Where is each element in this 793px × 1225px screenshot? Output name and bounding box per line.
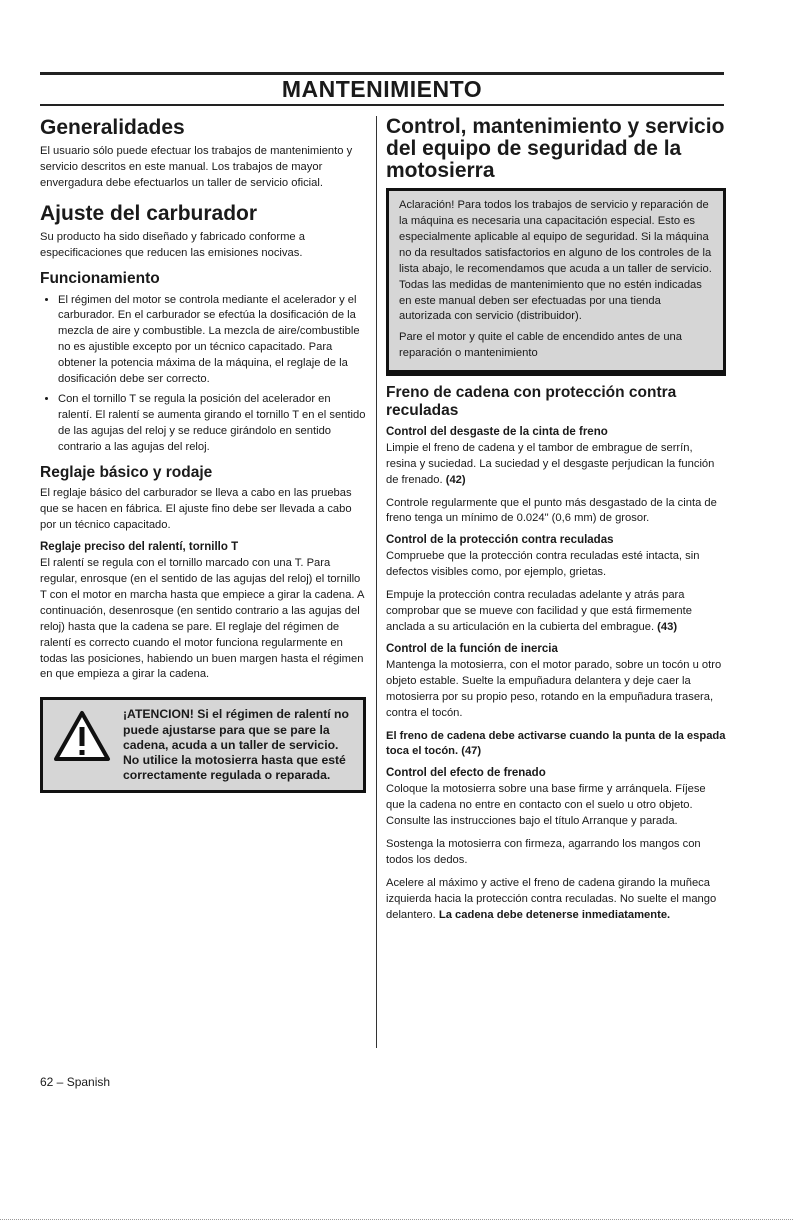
section-title-control: Control, mantenimiento y servicio del equipo de seguridad de la motosierra bbox=[386, 115, 725, 183]
page-footer: 62 – Spanish bbox=[40, 1075, 111, 1089]
inercia-title: Control de la función de inercia bbox=[386, 642, 558, 655]
efecto-text-1: Coloque la motosierra sobre una base firme y arránquela. Fíjese que la cadena no entre en contacto con el suelo u otro objeto. Consulte las instrucciones bajo el título Arranque y parada. bbox=[386, 783, 706, 828]
reglaje-text: El reglaje básico del carburador se lleva a cabo en las pruebas que se hacen en fábrica. El ajuste fino debe ser llevada a cabo por un técnico capacitado. bbox=[40, 487, 352, 532]
carburador-text: Su producto ha sido diseñado y fabricado conforme a especificaciones que reducen las emisiones nocivas. bbox=[40, 230, 305, 259]
inercia-text-1: Mantenga la motosierra, con el motor parado, sobre un tocón u otro objeto estable. Suelte la empuñadura delantera y deje caer la motosierra por su propio peso, rotando en la empuñadura trasera, contra el tocón. bbox=[386, 658, 722, 719]
right-column bbox=[386, 116, 726, 931]
list-item: • El régimen del motor se controla mediante el acelerador y el carburador. En el carburador se efectúa la dosificación de la mezcla de aire y combustible. La mezcla de aire/combustible no es ajustible excepto por un técnico capacitado. Para obtener la potencia máxima de la máquina, el reglaje de la dosificación debe ser correcto. bbox=[58, 293, 366, 388]
figure-ref: (43) bbox=[657, 620, 678, 633]
inercia-text-2: El freno de cadena debe activarse cuando la punta de la espada toca el tocón. (47) bbox=[386, 729, 726, 758]
column-divider bbox=[376, 116, 377, 1048]
header-top-rule bbox=[40, 72, 724, 75]
bottom-edge bbox=[0, 1219, 793, 1221]
subsection-title-reglaje: Reglaje básico y rodaje bbox=[40, 463, 213, 481]
notice-box bbox=[386, 188, 726, 376]
subsection-title-funcionamiento: Funcionamiento bbox=[40, 269, 160, 287]
list-item: • Con el tornillo T se regula la posición del acelerador en ralentí. El ralentí se aumenta girando el tornillo T en el sentido de las agujas del reloj y se reduce girándolo en sentido contrario a las agujas del reloj. bbox=[58, 392, 366, 456]
subsection-title-freno: Freno de cadena con protección contra reculadas bbox=[386, 384, 677, 420]
warning-box bbox=[40, 697, 366, 793]
desgaste-text-1: Limpie el freno de cadena y el tambor de embrague de serrín, resina y suciedad. La suciedad y el desgaste perjudican la función de frenado. (42) bbox=[386, 441, 715, 486]
section-title-carburador: Ajuste del carburador bbox=[40, 201, 258, 225]
notice-stop-engine: Pare el motor y quite el cable de encendido antes de una reparación o mantenimiento bbox=[399, 331, 682, 360]
desgaste-text-2: Controle regularmente que el punto más desgastado de la cinta de freno tenga un mínimo de 0.024" (0,6 mm) de grosor. bbox=[386, 496, 717, 525]
generalidades-text: El usuario sólo puede efectuar los trabajos de mantenimiento y servicio descritos en este manual. Los trabajos de mayor envergadura debe efectuarlos un taller de servicio oficial. bbox=[40, 145, 353, 189]
efecto-text-2: Sostenga la motosierra con firmeza, agarrando los mangos con todos los dedos. bbox=[386, 838, 701, 866]
warning-text: ¡ATENCION! Si el régimen de ralentí no puede ajustarse para que se pare la cadena, acuda a un taller de servicio. No utilice la motosierra hasta que esté correctamente regulada o reparada. bbox=[123, 707, 349, 782]
reglaje-sub-text: El ralentí se regula con el tornillo marcado con una T. Para regular, enrosque (en el sentido de las agujas del reloj) el tornillo T con el motor en marcha hasta que empiece a girar la cadena. A continuación, desenrosque (en sentido contrario a las agujas del reloj) hasta que la cadena se pare. El reglaje del régimen de ralentí es correcto cuando el motor funciona regularmente en todas las posiciones, habiendo un buen margen hasta el régimen en que empieza a girar la cadena. bbox=[40, 557, 364, 681]
warning-triangle-icon bbox=[53, 710, 111, 767]
funcionamiento-list bbox=[40, 293, 366, 456]
figure-ref: (42) bbox=[445, 473, 466, 486]
proteccion-text-1: Compruebe que la protección contra reculadas esté intacta, sin defectos visibles como, por ejemplo, grietas. bbox=[386, 550, 700, 579]
header-bottom-rule bbox=[40, 104, 724, 106]
section-title-generalidades: Generalidades bbox=[40, 116, 185, 139]
efecto-title: Control del efecto de frenado bbox=[386, 767, 546, 780]
left-column bbox=[40, 116, 366, 793]
proteccion-title: Control de la protección contra reculadas bbox=[386, 534, 614, 547]
proteccion-text-2: Empuje la protección contra reculadas adelante y atrás para comprobar que se mueve con facilidad y que está firmemente anclada a su articulación en la cubierta del embrague. (43) bbox=[386, 589, 692, 633]
notice-text: Aclaración! Para todos los trabajos de servicio y reparación de la máquina es necesaria una capacitación especial. Esto es especialmente aplicable al equipo de seguridad. Si la máquina no da resultados satisfactorios en alguno de los controles de la lista abajo, le recomendamos que acuda a un taller de servicio. Todas las medidas de mantenimiento que no estén indicadas en este manual deben ser efectuadas por una tienda autorizada con servicio (distribuidor). bbox=[399, 199, 712, 323]
page-title: MANTENIMIENTO bbox=[281, 76, 483, 102]
efecto-text-3: Acelere al máximo y active el freno de cadena girando la muñeca izquierda hacia la protección contra reculadas. No suelte el mango delantero. La cadena debe detenerse inmediatamente. bbox=[386, 876, 717, 921]
efecto-bold-text: La cadena debe detenerse inmediatamente. bbox=[438, 908, 671, 921]
reglaje-sub-title: Reglaje preciso del ralentí, tornillo T bbox=[40, 541, 239, 554]
desgaste-title: Control del desgaste de la cinta de freno bbox=[386, 425, 608, 438]
